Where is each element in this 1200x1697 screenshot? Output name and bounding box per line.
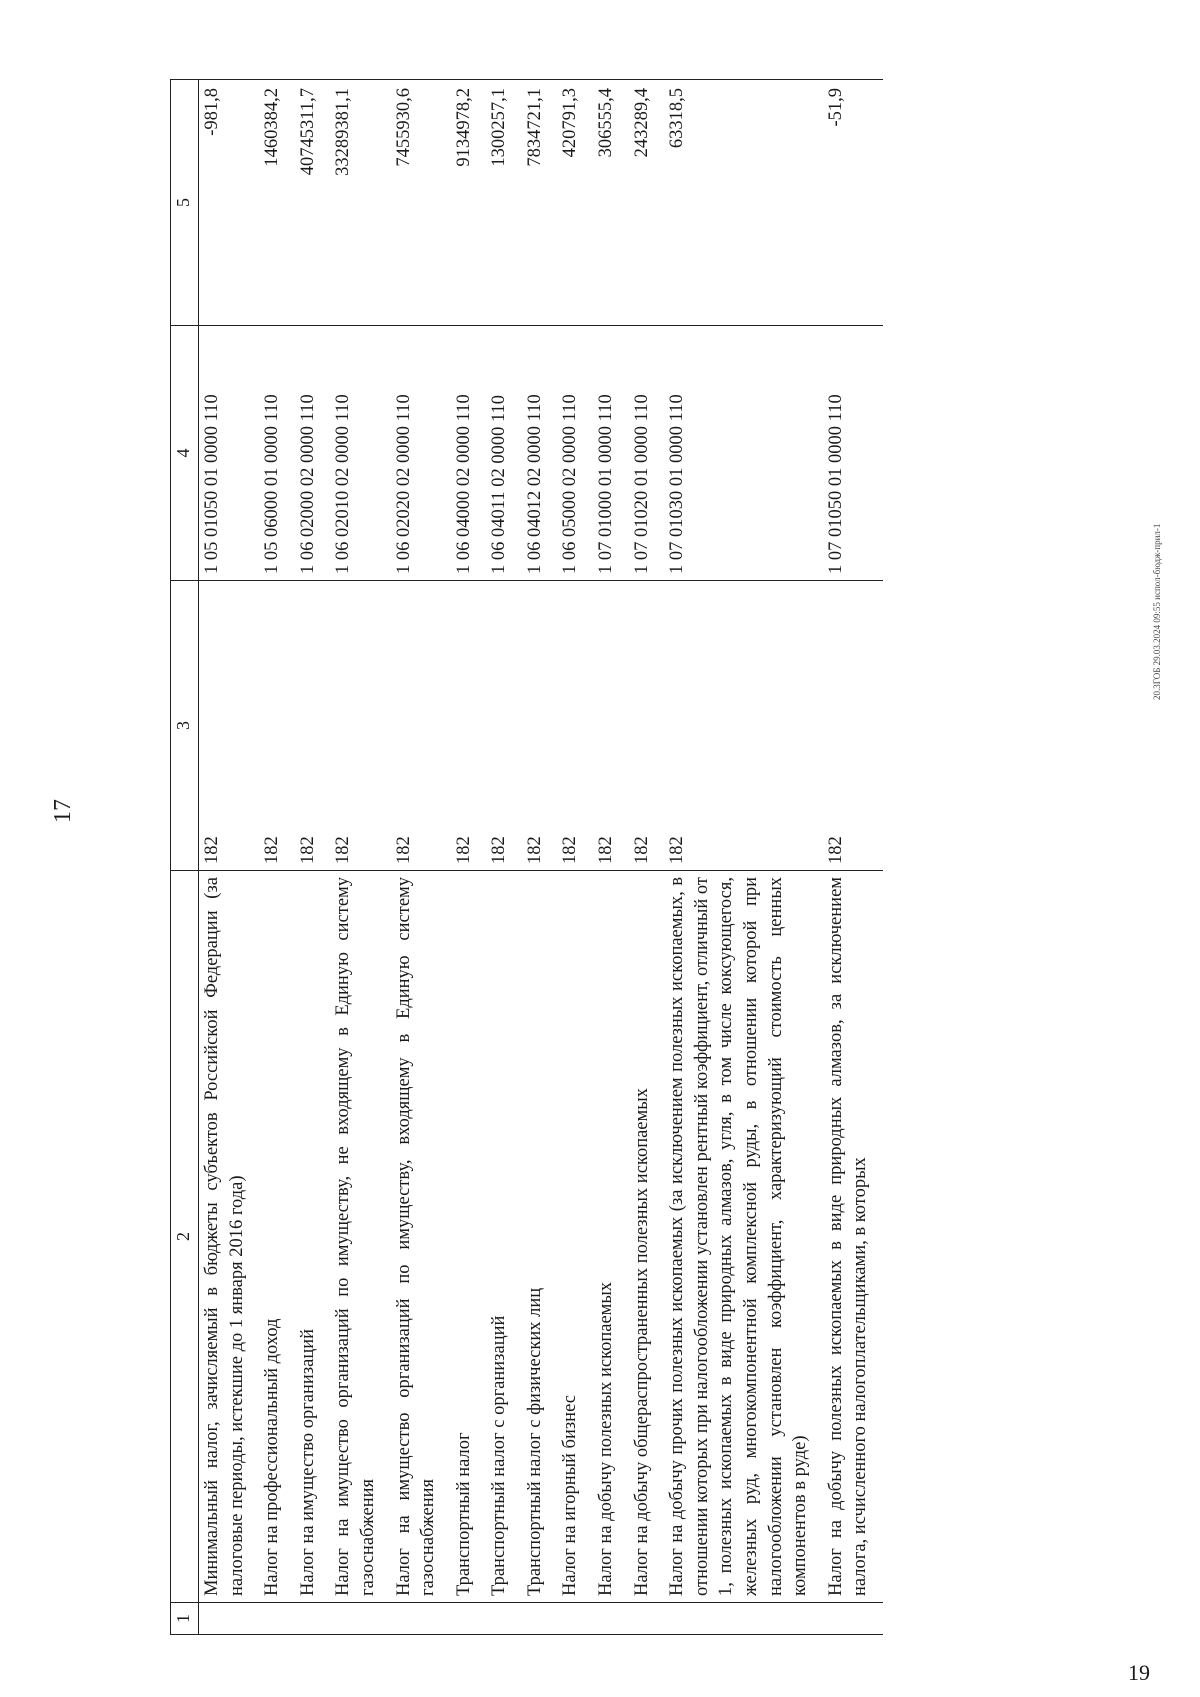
row-admin-code: 182	[629, 581, 665, 871]
row-admin-code: 182	[295, 581, 331, 871]
row-amount: -981,8	[198, 80, 259, 326]
header-col-5: 5	[171, 80, 199, 326]
row-kbk-code: 1 06 05000 02 0000 110	[557, 326, 593, 581]
row-name: Налог на игорный бизнес	[557, 871, 593, 1603]
header-col-3: 3	[171, 581, 199, 871]
row-amount: 1300257,1	[486, 80, 522, 326]
row-admin-code: 182	[486, 581, 522, 871]
row-kbk-code: 1 06 02000 02 0000 110	[295, 326, 331, 581]
row-index	[593, 1603, 629, 1635]
row-name: Налог на добычу прочих полезных ископаемых (за исключением полезных ископаемых, в отношении которых при налогообложении установлен рентный коэффициент, отличный от 1, полезных ископаемых в виде природных алмазов, угля, в том числе коксующегося, железных руд, многокомпонентной комплексной руды, в отношении которой при налогообложении установлен коэффициент, характеризующий стоимость ценных компонентов в руде)	[664, 871, 823, 1603]
table-row	[259, 80, 295, 1635]
row-admin-code: 182	[451, 581, 487, 871]
row-index	[486, 1603, 522, 1635]
row-amount: 306555,4	[593, 80, 629, 326]
table-row	[664, 80, 823, 1635]
table-row	[522, 80, 558, 1635]
sheet-number: 19	[1128, 1660, 1150, 1685]
table-row	[330, 80, 390, 1635]
row-kbk-code: 1 06 02010 02 0000 110	[330, 326, 390, 581]
row-admin-code: 182	[330, 581, 390, 871]
row-admin-code: 182	[259, 581, 295, 871]
table-row	[629, 80, 665, 1635]
header-col-2: 2	[171, 871, 199, 1603]
row-amount: 40745311,7	[295, 80, 331, 326]
row-name: Налог на добычу общераспространенных полезных ископаемых	[629, 871, 665, 1603]
row-admin-code: 182	[664, 581, 823, 871]
header-col-1: 1	[171, 1603, 199, 1635]
row-index	[295, 1603, 331, 1635]
row-admin-code: 182	[823, 581, 883, 871]
row-index	[823, 1603, 883, 1635]
row-index	[664, 1603, 823, 1635]
row-admin-code: 182	[391, 581, 451, 871]
row-index	[629, 1603, 665, 1635]
row-amount: 1460384,2	[259, 80, 295, 326]
row-amount: 243289,4	[629, 80, 665, 326]
table-row	[451, 80, 487, 1635]
row-amount: 7834721,1	[522, 80, 558, 326]
table-row	[295, 80, 331, 1635]
row-amount: 9134978,2	[451, 80, 487, 326]
row-admin-code: 182	[522, 581, 558, 871]
header-col-4: 4	[171, 326, 199, 581]
row-name: Налог на имущество организаций по имуществу, входящему в Единую систему газоснабжения	[391, 871, 451, 1603]
footer-document-code: 20.3ГОБ 29.03.2024 09:55 испол-бюдж-прил-1	[1152, 523, 1162, 700]
row-amount: -51,9	[823, 80, 883, 326]
page-number: 17	[50, 799, 76, 823]
row-admin-code: 182	[557, 581, 593, 871]
row-kbk-code: 1 07 01050 01 0000 110	[823, 326, 883, 581]
row-amount: 7455930,6	[391, 80, 451, 326]
row-index	[391, 1603, 451, 1635]
row-name: Налог на добычу полезных ископаемых в виде природных алмазов, за исключением налога, исчисленного налогоплательщиками, в которых	[823, 871, 883, 1603]
revenue-table	[170, 79, 883, 1635]
row-name: Минимальный налог, зачисляемый в бюджеты субъектов Российской Федерации (за налоговые периоды, истекшие до 1 января 2016 года)	[198, 871, 259, 1603]
row-name: Налог на добычу полезных ископаемых	[593, 871, 629, 1603]
table-row	[391, 80, 451, 1635]
table-row	[593, 80, 629, 1635]
row-name: Транспортный налог	[451, 871, 487, 1603]
row-kbk-code: 1 07 01020 01 0000 110	[629, 326, 665, 581]
table-row	[198, 80, 259, 1635]
row-kbk-code: 1 06 02020 02 0000 110	[391, 326, 451, 581]
row-index	[557, 1603, 593, 1635]
row-index	[330, 1603, 390, 1635]
table-row	[486, 80, 522, 1635]
revenue-table-container	[170, 80, 883, 1635]
header-row	[171, 80, 199, 1635]
row-name: Налог на имущество организаций по имуществу, не входящему в Единую систему газоснабжения	[330, 871, 390, 1603]
row-name: Транспортный налог с организаций	[486, 871, 522, 1603]
row-index	[198, 1603, 259, 1635]
row-kbk-code: 1 06 04000 02 0000 110	[451, 326, 487, 581]
row-kbk-code: 1 07 01000 01 0000 110	[593, 326, 629, 581]
row-kbk-code: 1 06 04011 02 0000 110	[486, 326, 522, 581]
table-row	[823, 80, 883, 1635]
row-index	[451, 1603, 487, 1635]
row-index	[259, 1603, 295, 1635]
row-amount: 420791,3	[557, 80, 593, 326]
row-kbk-code: 1 07 01030 01 0000 110	[664, 326, 823, 581]
row-kbk-code: 1 06 04012 02 0000 110	[522, 326, 558, 581]
row-name: Транспортный налог с физических лиц	[522, 871, 558, 1603]
row-amount: 33289381,1	[330, 80, 390, 326]
row-kbk-code: 1 05 06000 01 0000 110	[259, 326, 295, 581]
row-index	[522, 1603, 558, 1635]
row-admin-code: 182	[198, 581, 259, 871]
table-row	[557, 80, 593, 1635]
row-name: Налог на профессиональный доход	[259, 871, 295, 1603]
row-amount: 63318,5	[664, 80, 823, 326]
row-kbk-code: 1 05 01050 01 0000 110	[198, 326, 259, 581]
row-admin-code: 182	[593, 581, 629, 871]
row-name: Налог на имущество организаций	[295, 871, 331, 1603]
